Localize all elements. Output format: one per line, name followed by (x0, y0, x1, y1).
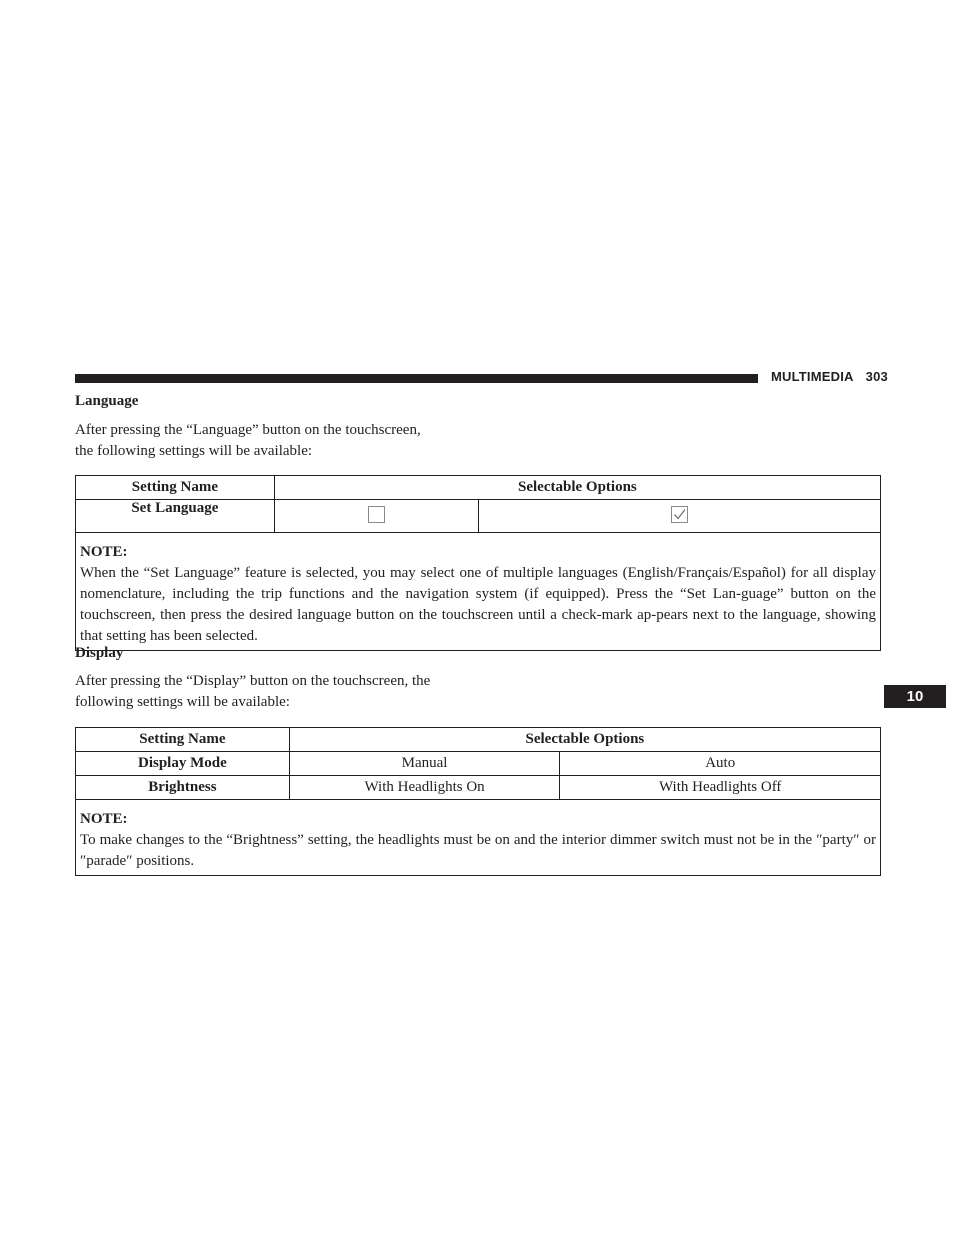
unchecked-box-icon (368, 506, 385, 523)
running-header (771, 369, 888, 384)
column-header-setting-name: Setting Name (76, 476, 275, 500)
note-row (76, 533, 881, 651)
note-text: When the “Set Language” feature is selected, you may select one of multiple languages (English/Français/Español) for all display nomenclature, including the trip functions and the navigation system (if equipped). Press the “Set Lan-guage” button on the touchscreen, then press the desired language button on the touchscreen until a check-mark ap-pears next to the language, showing that setting has been selected. (80, 565, 876, 644)
header-rule (75, 374, 758, 383)
language-note (76, 533, 881, 651)
language-intro (75, 420, 475, 462)
table-row (76, 752, 881, 776)
display-intro-line-2: following settings will be available: (75, 694, 290, 710)
table-row (76, 776, 881, 800)
option-manual: Manual (289, 752, 560, 776)
row-name-set-language: Set Language (76, 500, 275, 533)
table-row (76, 500, 881, 533)
language-settings-table (75, 475, 881, 651)
column-header-setting-name: Setting Name (76, 728, 290, 752)
column-header-selectable-options: Selectable Options (289, 728, 880, 752)
option-with-headlights-on: With Headlights On (289, 776, 560, 800)
row-name-display-mode: Display Mode (76, 752, 290, 776)
chapter-tab: 10 (884, 685, 946, 708)
option-cell-checked (478, 500, 880, 533)
option-cell-unchecked (274, 500, 478, 533)
language-intro-line-2: the following settings will be available: (75, 443, 313, 459)
note-row (76, 800, 881, 876)
note-label: NOTE: (80, 811, 128, 827)
language-heading: Language (75, 393, 139, 409)
display-intro-line-1: After pressing the “Display” button on the touchscreen, the (75, 673, 431, 689)
display-intro (75, 671, 475, 713)
section-name: MULTIMEDIA (771, 369, 854, 384)
table-header-row (76, 728, 881, 752)
checked-box-icon (671, 506, 688, 523)
note-label: NOTE: (80, 544, 128, 560)
display-settings-table (75, 727, 881, 876)
note-text: To make changes to the “Brightness” setting, the headlights must be on and the interior dimmer switch must not be in the ″party″ or ″parade″ positions. (80, 832, 876, 869)
row-name-brightness: Brightness (76, 776, 290, 800)
column-header-selectable-options: Selectable Options (274, 476, 880, 500)
page-number: 303 (865, 369, 888, 384)
language-intro-line-1: After pressing the “Language” button on the touchscreen, (75, 422, 421, 438)
table-header-row (76, 476, 881, 500)
display-note (76, 800, 881, 876)
option-auto: Auto (560, 752, 881, 776)
display-heading: Display (75, 645, 124, 661)
option-with-headlights-off: With Headlights Off (560, 776, 881, 800)
